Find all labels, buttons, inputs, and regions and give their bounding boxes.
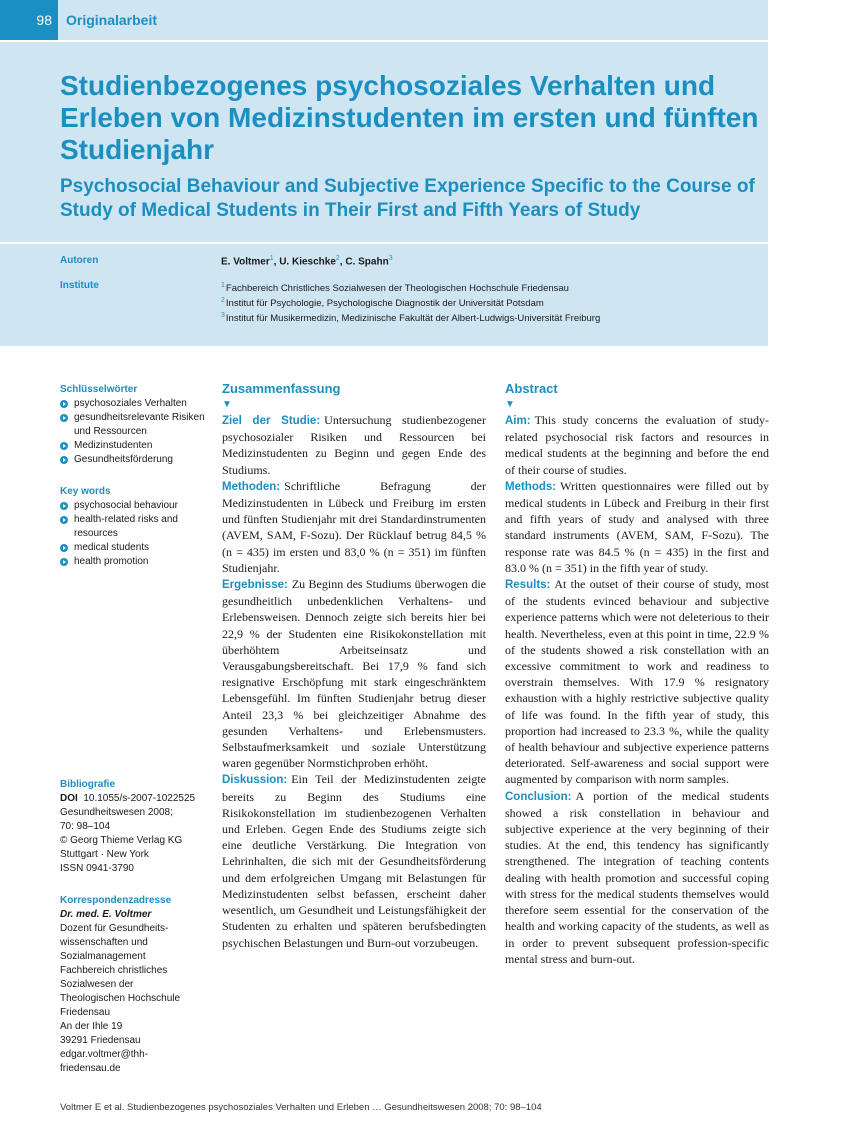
author-name: C. Spahn — [345, 256, 389, 268]
keyword-item: Gesundheitsförderung — [60, 453, 208, 467]
keywords-german — [60, 383, 208, 467]
author-affiliation: 2 — [335, 255, 340, 262]
author-affiliation: 1 — [269, 255, 274, 262]
page-number: 98 — [0, 0, 58, 40]
keyword-item: psychosocial behaviour — [60, 499, 208, 513]
address-line: 39291 Friedensau — [60, 1035, 141, 1046]
title-german: Studienbezogenes psychosoziales Verhalten und Erleben von Medizinstudenten im ersten und fünften Studienjahr — [60, 70, 759, 165]
bullet-icon — [60, 558, 68, 566]
summary-paragraph: Ergebnisse: Zu Beginn des Studiums überwogen die gesundheitlich unbedenklichen Verhaltens- und Erlebensweisen. Dennoch zeigte sich bereits hier bei 22,9 % der Studenten eine Risikokonstellation mit überhöhtem Arbeitseinsatz und Verausgabungsbereitschaft. Bei 17,9 % fand sich resignative Erschöpfung mit stark eingeschränktem Lebensgefühl. Im fünften Studienjahr betrug dieser Anteil 23,3 % bei gleichzeitiger Abnahme des gesunden Verhaltens- und Erlebensmusters. Selbstaufmerksamkeit und soziale Unterstützung waren gegenüber Normstichproben erhöht. — [222, 577, 486, 771]
correspondence — [60, 894, 208, 1076]
keyword-item: psychosoziales Verhalten — [60, 397, 208, 411]
keywords-english — [60, 485, 208, 569]
abstract-heading: Abstract — [505, 381, 558, 396]
abstract-paragraph: Conclusion: A portion of the medical students showed a risk constellation in behaviour and subjective experience at the very beginning of their studies. At the end, this tendency has significantly strengthened. The integration of teaching contents dealing with health promotion and successful coping with stress for the medical students themselves would therefore seem essential for the conservation of the health and working capacity of the students, as well as in order to prevent subsequent profession-specific mental stress and burn-out. — [505, 788, 769, 966]
bullet-icon — [60, 502, 68, 510]
author-separator: , — [273, 256, 280, 268]
bullet-icon — [60, 544, 68, 552]
author-name: U. Kieschke — [279, 256, 336, 268]
address-line: An der Ihle 19 — [60, 1021, 123, 1032]
address-line: Sozialwesen der — [60, 979, 134, 990]
address-line: Friedensau — [60, 1007, 111, 1018]
email-link[interactable]: friedensau.de — [60, 1063, 121, 1074]
keyword-item: health-related risks and resources — [60, 513, 208, 541]
bullet-icon — [60, 400, 68, 408]
author-list — [221, 255, 393, 267]
keyword-item: Medizinstudenten — [60, 439, 208, 453]
summary-paragraph: Diskussion: Ein Teil der Medizinstudenten zeigte bereits zu Beginn des Studiums eine Risikokonstellation im studienbezogenen Verhalten und Erleben. Gegen Ende des Studiums zeigte sich eine deutliche Verstärkung. Die Integration von Lehrinhalten, die sich mit der Gesundheitsförderung und dem erfolgreichen Umgang mit Belastungen für Medizinstudenten selbst befassen, erscheint daher wesentlich, um Gesundheit und Leistungsfähigkeit der Studenten zu erhalten und späteren berufsbedingten psychischen Belastungen und Burn-out vorzubeugen. — [222, 772, 486, 950]
abstract-paragraph: Aim: This study concerns the evaluation of study-related psychosocial risk factors and resources in medical students at the beginning and before the end of their course of studies. — [505, 413, 769, 477]
arrow-down-icon: ▼ — [505, 399, 515, 410]
institute-text: Institut für Musikermedizin, Medizinische Fakultät der Albert-Ludwigs-Universität Freiburg — [225, 313, 601, 325]
bibliography-line: Gesundheitswesen 2008; — [60, 807, 173, 818]
institute-item — [221, 310, 600, 325]
email-link[interactable]: edgar.voltmer@thh- — [60, 1049, 148, 1060]
doi-link[interactable]: 10.1055/s-2007-1022525 — [83, 793, 196, 804]
bibliography-line: © Georg Thieme Verlag KG — [60, 835, 183, 846]
zusammenfassung-column — [222, 380, 486, 951]
author-name: E. Voltmer — [221, 256, 270, 268]
zusammenfassung-heading: Zusammenfassung — [222, 381, 341, 396]
address-line: Sozialmanagement — [60, 951, 146, 962]
keywords-german-heading: Schlüsselwörter — [60, 384, 138, 395]
address-line: Fachbereich christliches — [60, 965, 168, 976]
address-line: Theologischen Hochschule — [60, 993, 181, 1004]
institutes-label: Institute — [60, 280, 99, 291]
abstract-paragraph: Results: At the outset of their course of study, most of the students evinced behaviour and subjective experience patterns which were not deleterious to their health. Nevertheless, even at this point in time, 22.9 % of the students showed a risk constellation with an excessive commitment to work and readiness to overstrain themselves. With 17.9 % resignatory exhaustion with a highly restrictive subjective quality of life was found. In the fifth year of study, this proportion had increased to 23.3 %, while the quality of health behaviour and subjective experience patterns deteriorated. Self-awareness and social support were augmented by comparison with norm samples. — [505, 577, 769, 787]
abstract-paragraph: Methods: Written questionnaires were filled out by medical students in Lübeck and Freiburg in their first and fifth years of study and analysed with three standard instruments (AVEM, SAM, F-Sozu). The response rate was 84.5 % (n = 435) in the first and 83.0 % (n = 351) in the fifth year of study. — [505, 478, 769, 575]
bibliography-heading: Bibliografie — [60, 779, 116, 790]
bibliography-line: Stuttgart · New York — [60, 849, 149, 860]
bullet-icon — [60, 414, 68, 422]
title-english: Psychosocial Behaviour and Subjective Experience Specific to the Course of Study of Medical Students in Their First and Fifth Years of Study — [60, 176, 755, 221]
keyword-item: medical students — [60, 541, 208, 555]
arrow-down-icon: ▼ — [222, 399, 232, 410]
abstract-column — [505, 380, 769, 967]
bullet-icon — [60, 516, 68, 524]
correspondence-name: Dr. med. E. Voltmer — [60, 909, 152, 920]
institute-item — [221, 295, 600, 310]
summary-paragraph: Methoden: Schriftliche Befragung der Medizinstudenten in Lübeck und Freiburg im ersten und fünften Studienjahr mit drei Standardinstrumenten (AVEM, SAM, F-Sozu). Der Rücklauf betrug 84,5 % (n = 435) im ersten und 83,0 % (n = 351) im fünften Studienjahr. — [222, 478, 486, 575]
correspondence-heading: Korrespondenzadresse — [60, 895, 172, 906]
keywords-english-heading: Key words — [60, 486, 111, 497]
bibliography-line: ISSN 0941-3790 — [60, 863, 134, 874]
institute-list — [221, 280, 600, 325]
keyword-item: gesundheitsrelevante Risiken und Ressourcen — [60, 411, 208, 439]
bullet-icon — [60, 442, 68, 450]
bibliography-line: 70: 98–104 — [60, 821, 111, 832]
author-separator: , — [339, 256, 346, 268]
address-line: Dozent für Gesundheits- — [60, 923, 169, 934]
author-affiliation: 3 — [388, 255, 393, 262]
section-label: Originalarbeit — [66, 12, 158, 28]
keyword-item: health promotion — [60, 555, 208, 569]
institute-number: 2 — [221, 297, 225, 305]
summary-paragraph: Ziel der Studie: Untersuchung studienbezogener psychosozialer Risiken und Ressourcen bei Medizinstudenten zu Beginn und gegen Ende des Studiums. — [222, 413, 486, 477]
page-footer: Voltmer E et al. Studienbezogenes psychosoziales Verhalten und Erleben … Gesundheitswesen 2008; 70: 98–104 — [60, 1102, 542, 1113]
bullet-icon — [60, 456, 68, 464]
bibliography — [60, 778, 208, 876]
doi-line: DOI 10.1055/s-2007-1022525 — [60, 793, 196, 804]
authors-label: Autoren — [60, 255, 99, 266]
institute-number: 1 — [221, 282, 225, 289]
institute-item — [221, 280, 600, 295]
address-line: wissenschaften und — [60, 937, 148, 948]
institute-number: 3 — [221, 312, 225, 320]
institute-text: Fachbereich Christliches Sozialwesen der Theologischen Hochschule Friedensau — [225, 283, 569, 295]
institute-text: Institut für Psychologie, Psychologische Diagnostik der Universität Potsdam — [225, 298, 544, 310]
